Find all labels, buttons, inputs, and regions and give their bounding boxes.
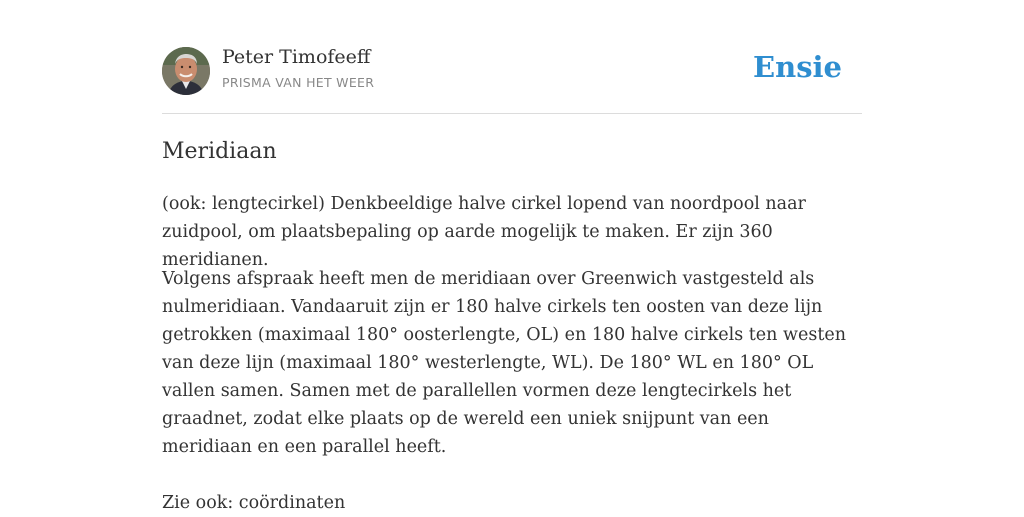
author-photo	[162, 47, 210, 95]
page-container	[162, 0, 862, 513]
article-header	[162, 0, 862, 114]
author-name[interactable]: Peter Timofeeff	[222, 46, 371, 68]
article-paragraph: (ook: lengtecirkel) Denkbeeldige halve cirkel lopend van noordpool naar zuidpool, om plaatsbepaling op aarde mogelijk te maken. Er zijn 360 meridianen.	[162, 194, 806, 270]
publication-name[interactable]: PRISMA VAN HET WEER	[222, 75, 375, 90]
brand-logo[interactable]: Ensie	[753, 50, 842, 84]
author-avatar[interactable]	[162, 47, 210, 95]
article-title: Meridiaan	[162, 139, 277, 164]
see-also-link[interactable]: Zie ook: coördinaten	[162, 493, 346, 513]
article-paragraph: Volgens afspraak heeft men de meridiaan over Greenwich vastgesteld als nulmeridiaan. Vandaaruit zijn er 180 halve cirkels ten oosten van deze lijn getrokken (maximaal 180° oosterlengte, OL) en 180 halve cirkels ten westen van deze lijn (maximaal 180° westerlengte, WL). De 180° WL en 180° OL vallen samen. Samen met de parallellen vormen deze lengtecirkels het graadnet, zodat elke plaats op de wereld een uniek snijpunt van een meridiaan en een parallel heeft.	[162, 269, 846, 457]
